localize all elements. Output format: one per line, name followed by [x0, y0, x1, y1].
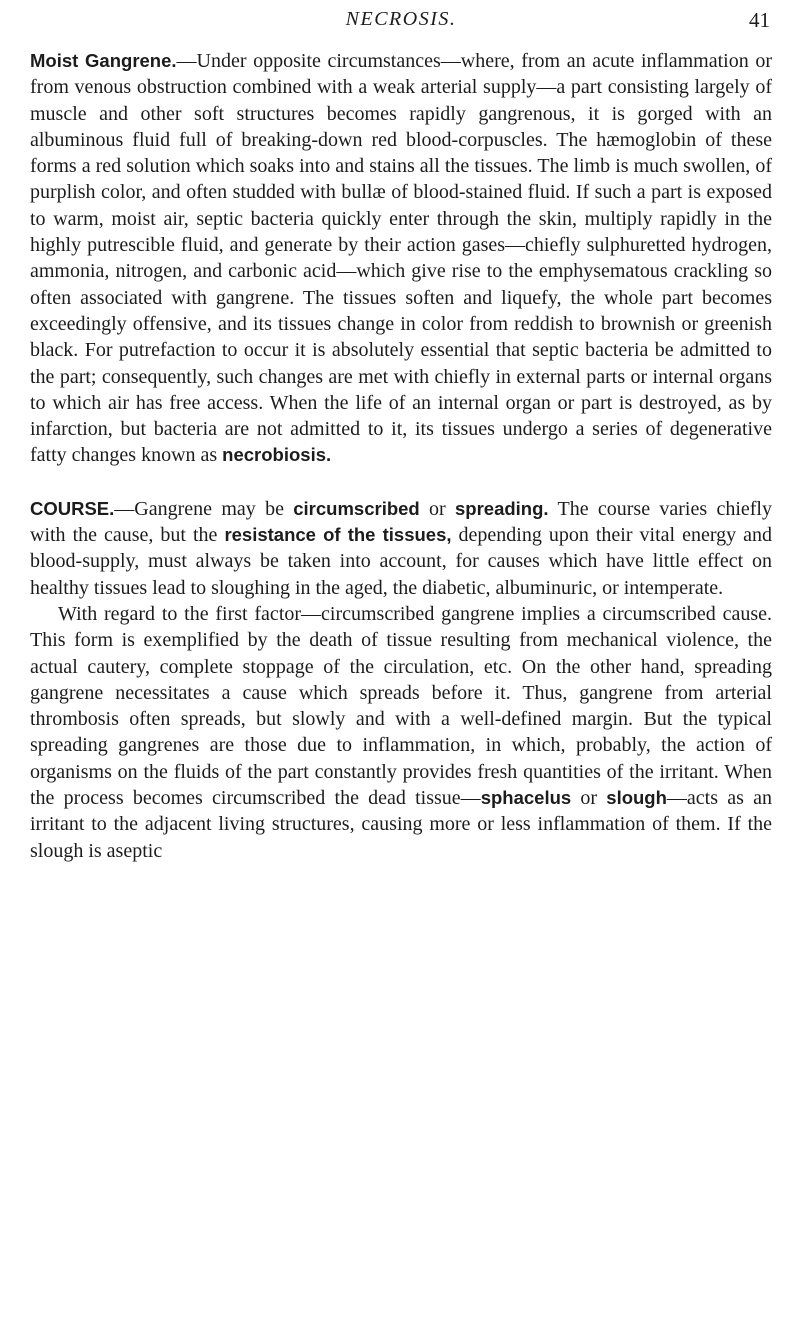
text-run: —Gangrene may be [114, 497, 294, 520]
text-run: or [419, 497, 455, 520]
text-run: —Under opposite circumstances—where, from an acute inflammation or from venous obstruction combined with a weak arterial supply—a part consisting largely of muscle and other soft structures becomes rapidly gangrenous, it is gorged with an albuminous fluid full of breaking-down red blood-corpuscles. The hæmoglobin of these forms a red solution which soaks into and stains all the tissues. The limb is much swollen, of purplish color, and often studded with bullæ of blood-stained fluid. If such a part is exposed to warm, moist air, septic bacteria quickly enter through the skin, multiply rapidly in the highly putrescible fluid, and generate by their action gases—chiefly sulphuretted hydrogen, ammonia, nitrogen, and carbonic acid—which give rise to the emphysematous crackling so often associated with gangrene. The tissues soften and liquefy, the whole part becomes exceedingly offensive, and its tissues change in color from reddish to brownish or greenish black. For putrefaction to occur it is absolutely essential that septic bacteria be admitted to the part; consequently, such changes are met with chiefly in external parts or internal organs to which air has free access. When the life of an internal organ or part is destroyed, as by infarction, but bacteria are not admitted to it, its tissues undergo a series of degenerative fatty changes known as [30, 50, 772, 467]
bold-term: resistance of the tissues, [224, 524, 452, 546]
text-run: The course varies chiefly with the cause, but the [30, 497, 772, 547]
page-number: 41 [749, 8, 770, 32]
bold-term: slough [606, 787, 667, 809]
text-run: —acts as an irritant to the adjacent living structures, causing more or less inflammation of them. If the slough is aseptic [30, 787, 772, 862]
running-title: NECROSIS. [345, 8, 457, 30]
paragraph-first-factor [30, 601, 772, 864]
text-run: or [571, 787, 607, 810]
paragraph-moist-gangrene [30, 48, 772, 469]
paragraph-course [30, 496, 772, 601]
bold-term: COURSE. [30, 497, 115, 519]
body-text [30, 48, 772, 864]
bold-term: necrobiosis. [222, 444, 332, 466]
bold-term: sphacelus [480, 787, 572, 809]
text-run: depending upon their vital energy and blood-supply, must always be taken into account, for causes which have little effect on healthy tissues lead to sloughing in the aged, the diabetic, albuminuric, or intemperate. [30, 524, 773, 599]
bold-term: Moist Gangrene. [30, 50, 177, 71]
bold-term: circumscribed [293, 497, 420, 519]
book-page [30, 8, 772, 864]
section-gap [30, 469, 772, 496]
text-run: With regard to the first factor—circumscribed gangrene implies a circumscribed cause. This form is exemplified by the death of tissue resulting from mechanical violence, the actual cautery, complete stoppage of the circulation, etc. On the other hand, spreading gangrene necessitates a cause which spreads before it. Thus, gangrene from arterial thrombosis often spreads, but slowly and with a well-defined margin. But the typical spreading gangrenes are those due to inflammation, in which, probably, the action of organisms on the fluids of the part constantly provides fresh quantities of the irritant. When the process becomes circumscribed the dead tissue— [30, 602, 772, 810]
bold-term: spreading. [455, 497, 549, 519]
running-head [30, 8, 772, 48]
